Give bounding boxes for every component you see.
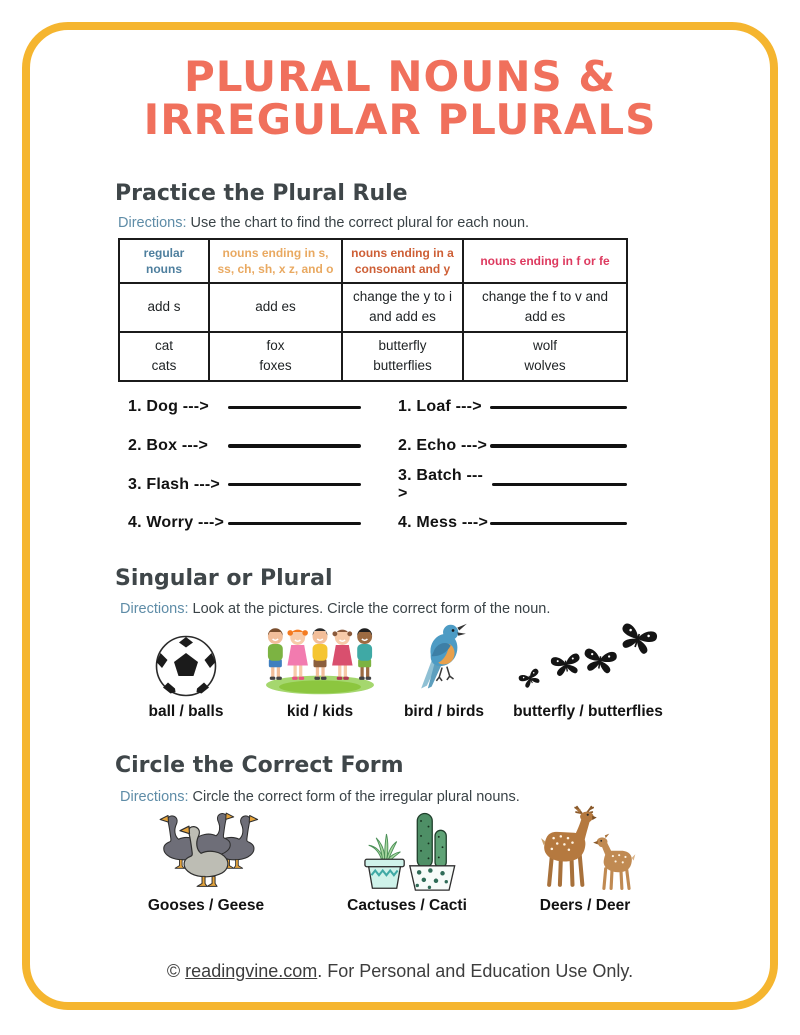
header-consonant-y: nouns ending in a consonant and y [342, 239, 463, 283]
answer-blank [228, 483, 361, 487]
answer-blank [228, 522, 361, 526]
bluebird-icon [414, 618, 474, 698]
exercise-column-left [128, 388, 361, 543]
item-deer [515, 804, 655, 915]
example-cell: wolf wolves [463, 332, 627, 382]
exercise-row-batch: 3. Batch ---> [398, 465, 627, 504]
rule-cell: add es [209, 283, 342, 332]
title-line-1: PLURAL NOUNS & [184, 52, 616, 101]
answer-blank [228, 444, 361, 448]
option-label: Deers / Deer [539, 897, 631, 914]
table-example-row [119, 332, 627, 382]
rule-cell: change the y to i and add es [342, 283, 463, 332]
readingvine-link[interactable]: readingvine.com [185, 961, 318, 981]
example-cell: butterfly butterflies [342, 332, 463, 382]
option-label: bird / birds [403, 703, 485, 720]
directions-text: Look at the pictures. Circle the correct form of the noun. [192, 601, 551, 617]
option-label: Gooses / Geese [147, 897, 265, 914]
exercise-row-dog: 1. Dog ---> [128, 388, 361, 427]
item-cacti [348, 806, 466, 915]
directions-label: Directions: [120, 789, 189, 805]
butterflies-icon [508, 616, 668, 698]
table-rule-row [119, 283, 627, 332]
example-cell: cat cats [119, 332, 209, 382]
exercise-column-right [398, 388, 627, 543]
exercise-row-loaf: 1. Loaf ---> [398, 388, 627, 427]
footer-credit [0, 961, 800, 982]
title-line-2: IRREGULAR PLURALS [143, 94, 657, 144]
rule-cell: change the f to v and add es [463, 283, 627, 332]
answer-blank [492, 483, 627, 487]
directions-text: Circle the correct form of the irregular plural nouns. [192, 789, 520, 805]
exercise-row-box: 2. Box ---> [128, 427, 361, 466]
directions-singular-plural [120, 601, 550, 617]
section-heading-circle-correct: Circle the Correct Form [115, 753, 404, 778]
directions-circle-correct [120, 789, 520, 805]
answer-blank [490, 406, 627, 410]
exercise-row-worry: 4. Worry ---> [128, 504, 361, 543]
directions-text: Use the chart to find the correct plural for each noun. [190, 215, 530, 231]
geese-icon [141, 806, 271, 892]
option-label: Cactuses / Cacti [347, 897, 467, 914]
item-bird [398, 618, 490, 721]
footer-suffix: . For Personal and Education Use Only. [317, 961, 634, 981]
deer-icon [518, 804, 653, 892]
answer-blank [228, 406, 361, 410]
soccer-ball-icon [154, 624, 218, 698]
section-heading-practice: Practice the Plural Rule [115, 181, 408, 206]
plural-rules-table [118, 238, 628, 382]
item-butterflies [502, 616, 674, 721]
directions-practice [118, 215, 529, 231]
option-label: butterfly / butterflies [513, 703, 663, 720]
directions-label: Directions: [120, 601, 189, 617]
option-label: ball / balls [148, 703, 224, 720]
answer-blank [490, 444, 627, 448]
header-regular-nouns: regular nouns [119, 239, 209, 283]
table-header-row [119, 239, 627, 283]
exercise-row-echo: 2. Echo ---> [398, 427, 627, 466]
exercise-row-mess: 4. Mess ---> [398, 504, 627, 543]
item-geese [140, 806, 272, 915]
copyright-symbol: © [166, 961, 186, 981]
example-cell: fox foxes [209, 332, 342, 382]
header-f-fe: nouns ending in f or fe [463, 239, 627, 283]
exercise-row-flash: 3. Flash ---> [128, 465, 361, 504]
worksheet-title [0, 52, 800, 144]
answer-blank [490, 522, 627, 526]
section-heading-singular-plural: Singular or Plural [115, 566, 333, 591]
directions-label: Directions: [118, 215, 187, 231]
kids-group-icon [257, 618, 383, 698]
rule-cell: add s [119, 283, 209, 332]
item-ball [138, 624, 234, 721]
item-kids [250, 618, 390, 721]
header-s-endings: nouns ending in s, ss, ch, sh, x z, and o [209, 239, 342, 283]
option-label: kid / kids [286, 703, 354, 720]
cacti-icon [352, 806, 462, 892]
